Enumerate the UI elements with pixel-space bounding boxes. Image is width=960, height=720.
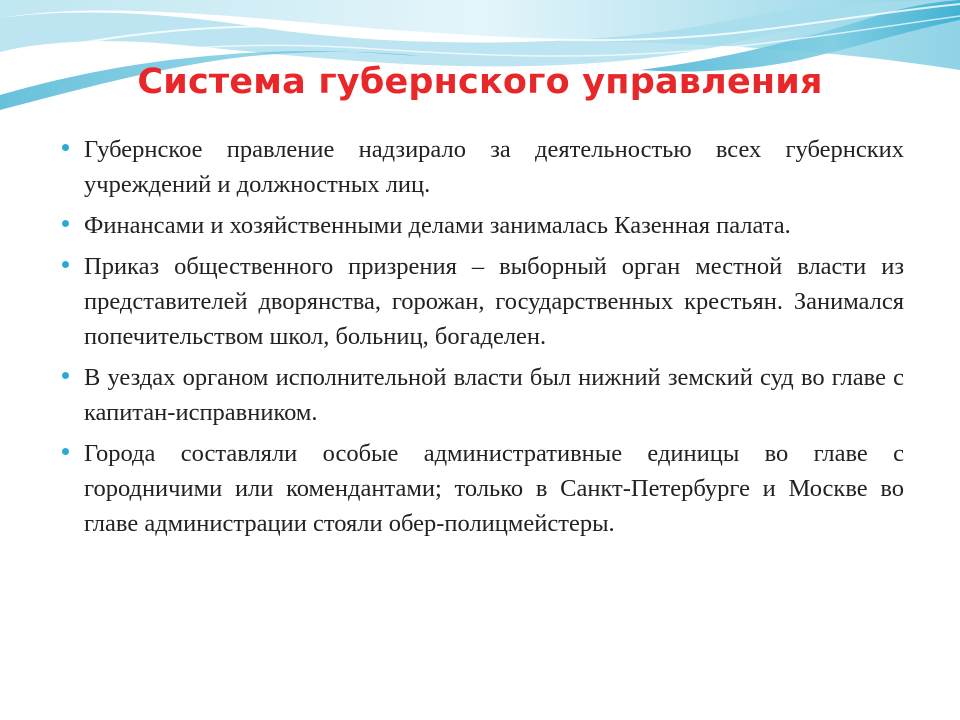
bullet-text: Финансами и хозяйственными делами занималась Казенная палата. bbox=[84, 212, 791, 239]
bullet-dot-icon bbox=[62, 220, 69, 227]
bullet-text: Губернское правление надзирало за деятельностью всех губернских учреждений и должностных лиц. bbox=[84, 136, 904, 198]
bullet-dot-icon bbox=[62, 261, 69, 268]
bullet-item bbox=[62, 360, 904, 430]
bullet-item bbox=[62, 132, 904, 202]
bullet-dot-icon bbox=[62, 144, 69, 151]
bullet-text: Города составляли особые административные единицы во главе с городничими или комендантами; только в Санкт-Петербурге и Москве во главе администрации стояли обер-полицмейстеры. bbox=[84, 440, 904, 537]
slide-content bbox=[62, 132, 904, 547]
bullet-dot-icon bbox=[62, 372, 69, 379]
bullet-text: В уездах органом исполнительной власти был нижний земский суд во главе с капитан-исправником. bbox=[84, 364, 904, 426]
bullet-item bbox=[62, 208, 904, 243]
bullet-text: Приказ общественного призрения – выборный орган местной власти из представителей дворянства, горожан, государственных крестьян. Занимался попечительством школ, больниц, богаделен. bbox=[84, 253, 904, 350]
bullet-item bbox=[62, 436, 904, 541]
slide-title: Система губернского управления bbox=[137, 62, 823, 102]
bullet-dot-icon bbox=[62, 448, 69, 455]
bullet-list bbox=[62, 132, 904, 541]
bullet-item bbox=[62, 249, 904, 354]
